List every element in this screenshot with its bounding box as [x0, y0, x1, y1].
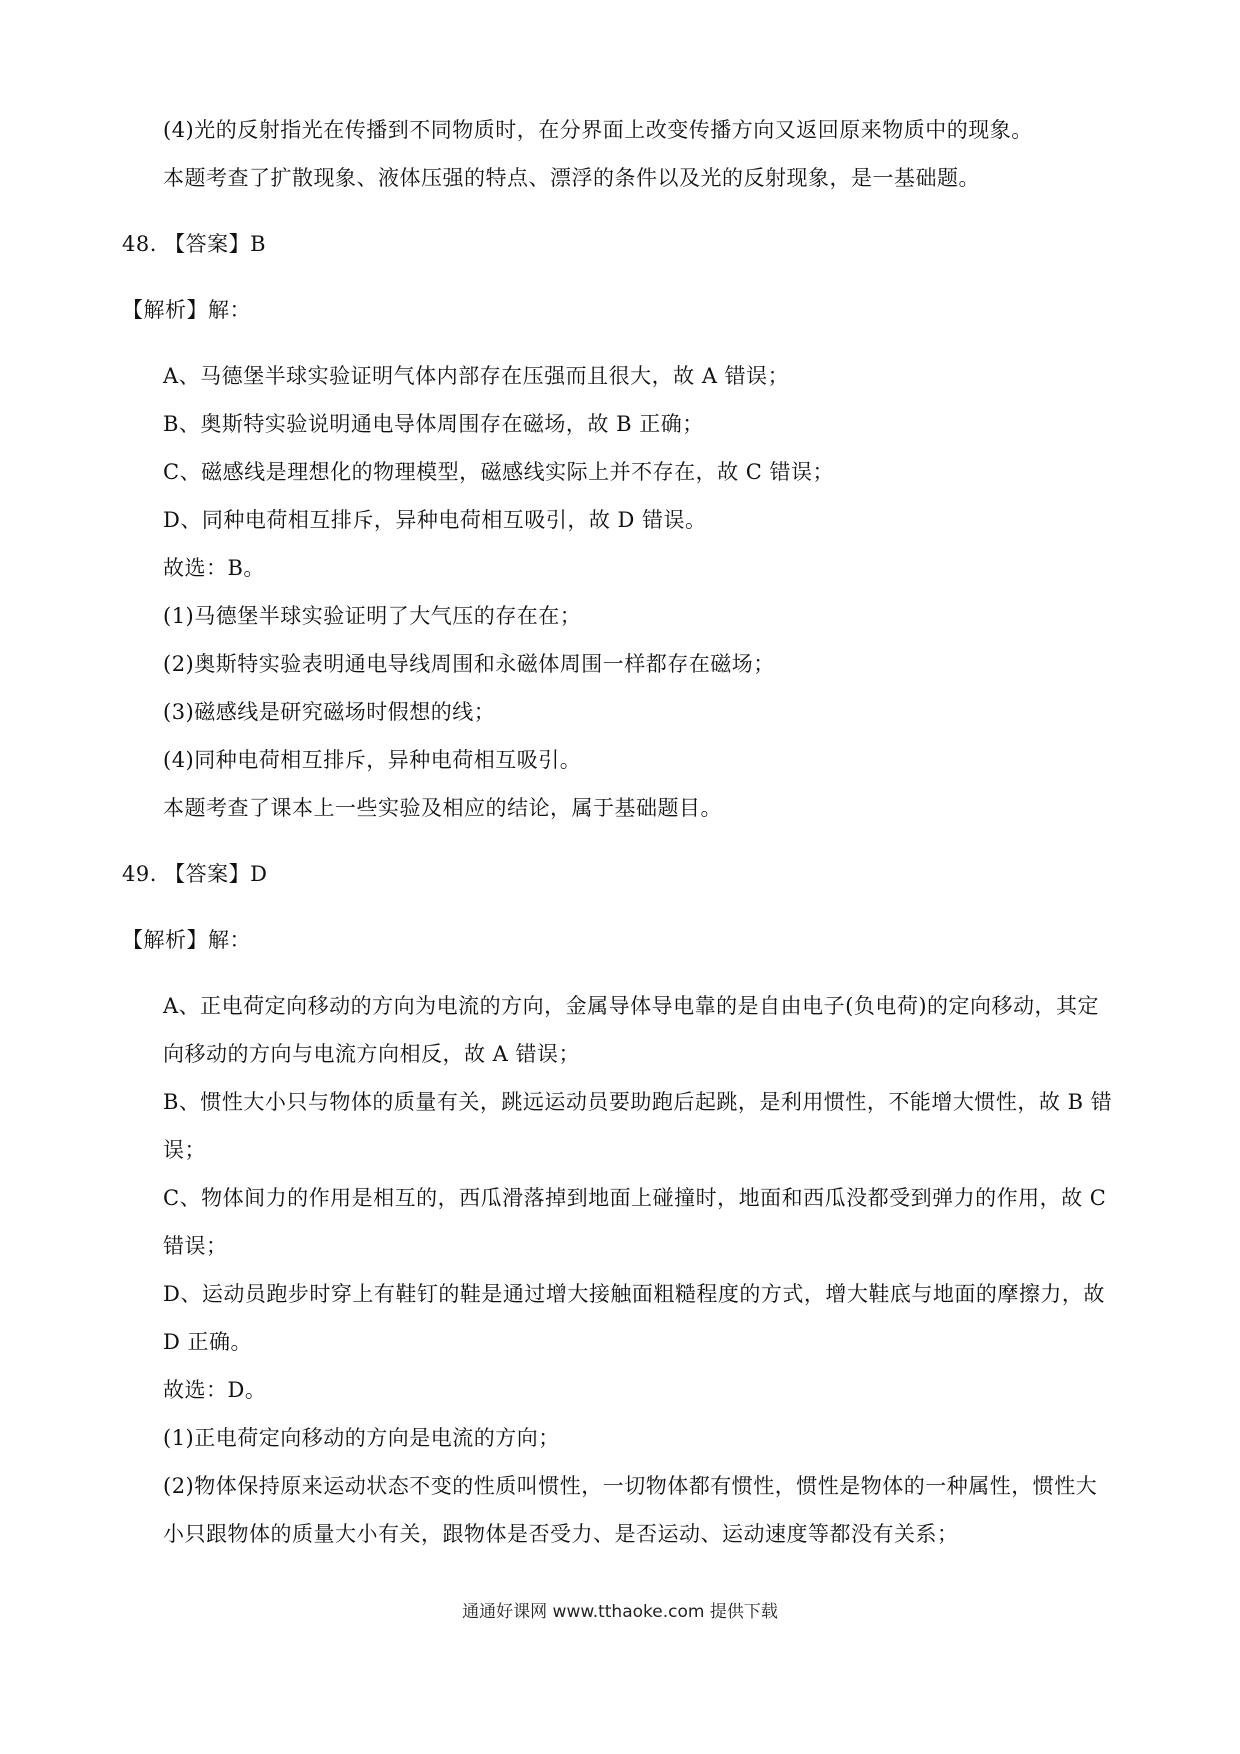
q48-line: A、马德堡半球实验证明气体内部存在压强而且很大，故 A 错误； — [163, 364, 790, 388]
prev-tail-line: 本题考查了扩散现象、液体压强的特点、漂浮的条件以及光的反射现象，是一基础题。 — [163, 166, 980, 190]
q49-line: D、运动员跑步时穿上有鞋钉的鞋是通过增大接触面粗糙程度的方式，增大鞋底与地面的摩擦力，故 — [163, 1282, 1105, 1306]
page-footer: 通通好课网 www.tthaoke.com 提供下载 — [462, 1602, 778, 1622]
q48-line: (4)同种电荷相互排斥，异种电荷相互吸引。 — [163, 748, 582, 772]
q49-analysis-label: 【解析】解： — [122, 928, 251, 952]
q49-line: C、物体间力的作用是相互的，西瓜滑落掉到地面上碰撞时，地面和西瓜没都受到弹力的作用，故 C — [163, 1186, 1107, 1210]
q48-line: 故选：B。 — [163, 556, 265, 580]
q48-line: B、奥斯特实验说明通电导体周围存在磁场，故 B 正确； — [163, 412, 704, 436]
q48-line: 本题考查了课本上一些实验及相应的结论，属于基础题目。 — [163, 796, 722, 820]
q48-line: C、磁感线是理想化的物理模型，磁感线实际上并不存在，故 C 错误； — [163, 460, 834, 484]
q48-line: (1)马德堡半球实验证明了大气压的存在在； — [163, 604, 582, 628]
q48-analysis-label: 【解析】解： — [122, 298, 251, 322]
prev-tail-line: (4)光的反射指光在传播到不同物质时，在分界面上改变传播方向又返回原来物质中的现象。 — [163, 118, 1033, 142]
q49-line: (2)物体保持原来运动状态不变的性质叫惯性，一切物体都有惯性，惯性是物体的一种属性，惯性大 — [163, 1474, 1098, 1498]
q49-line: B、惯性大小只与物体的质量有关，跳远运动员要助跑后起跳，是利用惯性，不能增大惯性，故 B 错 — [163, 1090, 1113, 1114]
q48-line: D、同种电荷相互排斥，异种电荷相互吸引，故 D 错误。 — [163, 508, 707, 532]
q49-line: 误； — [163, 1138, 206, 1162]
q48-line: (3)磁感线是研究磁场时假想的线； — [163, 700, 496, 724]
q48-answer: 48. 【答案】B — [122, 232, 267, 256]
q49-line: D 正确。 — [163, 1330, 253, 1354]
q49-line: A、正电荷定向移动的方向为电流的方向，金属导体导电靠的是自由电子(负电荷)的定向移动，其定 — [163, 994, 1100, 1018]
q49-line: 小只跟物体的质量大小有关，跟物体是否受力、是否运动、运动速度等都没有关系； — [163, 1522, 959, 1546]
q49-answer: 49. 【答案】D — [122, 862, 268, 886]
q48-line: (2)奥斯特实验表明通电导线周围和永磁体周围一样都存在磁场； — [163, 652, 775, 676]
q49-line: 向移动的方向与电流方向相反，故 A 错误； — [163, 1042, 581, 1066]
q49-line: 故选：D。 — [163, 1378, 267, 1402]
q49-line: 错误； — [163, 1234, 228, 1258]
q49-line: (1)正电荷定向移动的方向是电流的方向； — [163, 1426, 560, 1450]
